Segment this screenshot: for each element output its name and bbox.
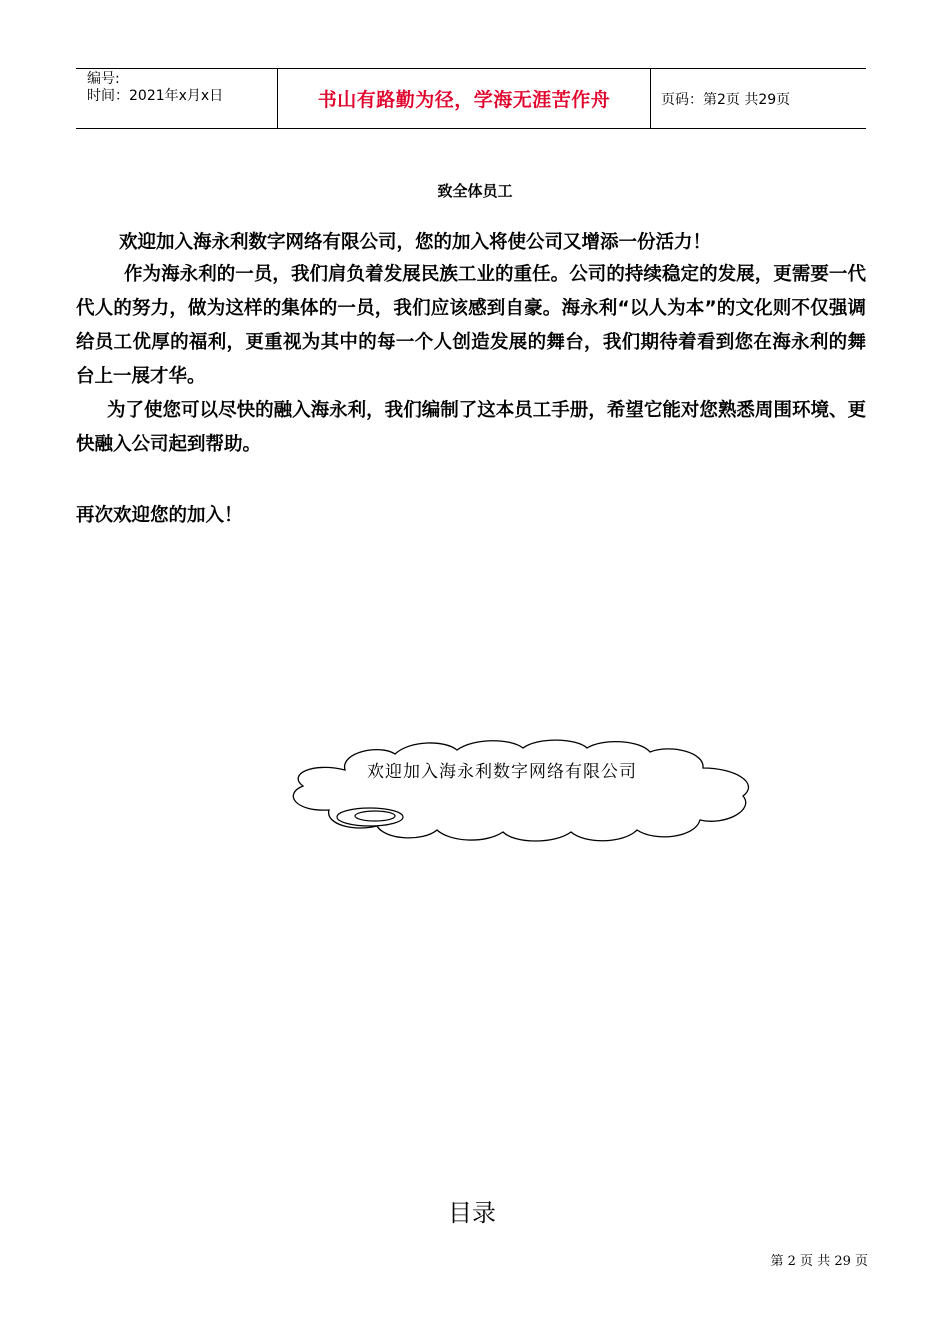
header-page-cell — [651, 69, 866, 128]
document-number-label: 编号: — [87, 71, 120, 87]
letter-paragraph-mission: 作为海永利的一员，我们肩负着发展民族工业的重任。公司的持续稳定的发展，更需要一代代人的努力，做为这样的集体的一员，我们应该感到自豪。海永利“以人为本”的文化则不仅强调给员工优厚的福利，更重视为其中的每一个人创造发展的舞台，我们期待着看到您在海永利的舞台上一展才华。 — [76, 264, 866, 387]
motto-text: 书山有路勤为径，学海无涯苦作舟 — [317, 89, 611, 111]
document-header-table — [76, 68, 866, 129]
letter-paragraph-handbook: 为了使您可以尽快的融入海永利，我们编制了这本员工手册，希望它能对您熟悉周围环境、更快融入公司起到帮助。 — [76, 400, 866, 455]
letter-paragraph-closing: 再次欢迎您的加入！ — [76, 505, 243, 526]
letter-title: 致全体员工 — [437, 182, 513, 200]
document-time-label: 时间：2021年x月x日 — [87, 88, 224, 104]
cloud-callout-text: 欢迎加入海永利数字网络有限公司 — [367, 762, 637, 782]
header-motto-cell — [278, 69, 651, 128]
toc-title: 目录 — [448, 1199, 496, 1227]
header-meta-cell — [76, 69, 278, 128]
cloud-tail-inner-bubble — [355, 811, 395, 821]
page-code-label: 页码：第2页 共29页 — [661, 91, 791, 108]
letter-paragraph-welcome: 欢迎加入海永利数字网络有限公司，您的加入将使公司又增添一份活力！ — [119, 232, 712, 253]
cloud-callout-shape — [285, 738, 760, 843]
page-footer: 第 2 页 共 29 页 — [770, 1254, 868, 1269]
